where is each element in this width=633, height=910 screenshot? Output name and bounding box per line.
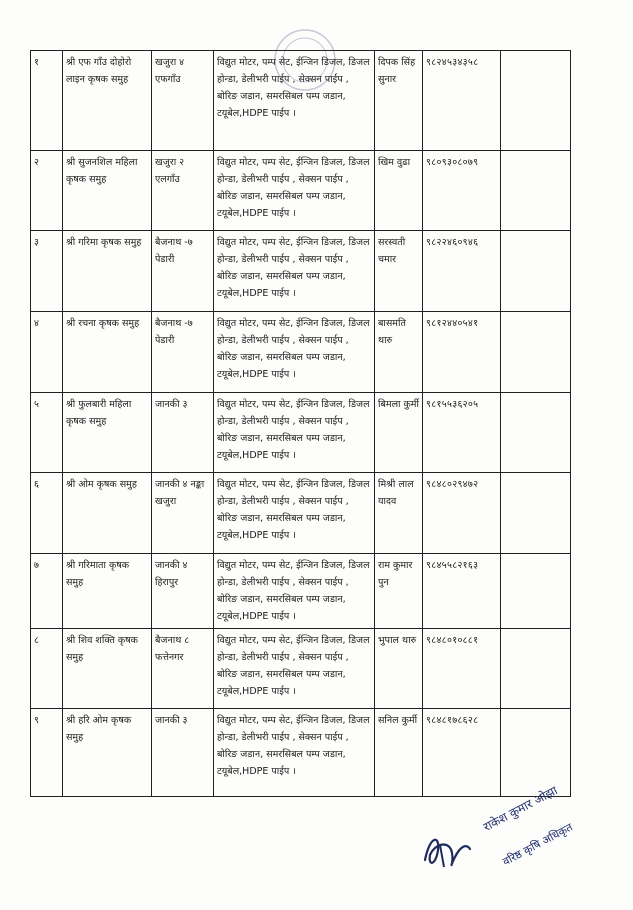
farmer-group-table <box>30 50 571 797</box>
serial-number: ७ <box>31 554 63 629</box>
contact-name: बिमला कुर्मी <box>375 393 423 473</box>
contact-name: दिपक सिंह सुनार <box>375 51 423 151</box>
table-row <box>31 393 571 473</box>
contact-name: खिम वुढा <box>375 151 423 231</box>
signatory-name: राकेश कुमार ओझा <box>480 783 560 835</box>
remarks <box>501 151 571 231</box>
phone-number: ९८४८१७८६२८ <box>423 709 501 797</box>
equipment-list: विद्युत मोटर, पम्प सेट, ईन्जिन डिजल, डिजल होन्डा, डेलीभरी पाईप , सेक्सन पाईप , बोरिङ जडान, समरसिबल पम्प जडान, टयूबेल,HDPE पाईप । <box>214 393 375 473</box>
address: जानकी ४ नङ्का खजुरा <box>152 473 214 554</box>
address: खजुरा २ एलगाँउ <box>152 151 214 231</box>
contact-name: मिश्री लाल यादव <box>375 473 423 554</box>
address: बैजनाथ ८ फत्तेनगर <box>152 629 214 709</box>
signatory-title: वरिष्ठ कृषि अधिकृत <box>500 820 575 869</box>
equipment-list: विद्युत मोटर, पम्प सेट, ईन्जिन डिजल, डिजल होन्डा, डेलीभरी पाईप , सेक्सन पाईप , बोरिङ जडान, समरसिबल पम्प जडान, टयूबेल,HDPE पाईप । <box>214 473 375 554</box>
phone-number: ९८१२४४०५४१ <box>423 312 501 393</box>
serial-number: ९ <box>31 709 63 797</box>
remarks <box>501 709 571 797</box>
equipment-list: विद्युत मोटर, पम्प सेट, ईन्जिन डिजल, डिजल होन्डा, डेलीभरी पाईप , सेक्सन पाईप , बोरिङ जडान, समरसिबल पम्प जडान, टयूबेल,HDPE पाईप । <box>214 709 375 797</box>
phone-number: ९८४८०२९४७२ <box>423 473 501 554</box>
table-row <box>31 51 571 151</box>
group-name: श्री गरिमा कृषक समुह <box>63 231 152 312</box>
address: जानकी ३ <box>152 393 214 473</box>
group-name: श्री हरि ओम कृषक समुह <box>63 709 152 797</box>
address: बैजनाथ -७ पेडारी <box>152 312 214 393</box>
serial-number: ३ <box>31 231 63 312</box>
remarks <box>501 393 571 473</box>
table-row <box>31 709 571 797</box>
group-name: श्री रचना कृषक समुह <box>63 312 152 393</box>
remarks <box>501 629 571 709</box>
address: बैजनाथ -७ पेडारी <box>152 231 214 312</box>
equipment-list: विद्युत मोटर, पम्प सेट, ईन्जिन डिजल, डिजल होन्डा, डेलीभरी पाईप , सेक्सन पाईप , बोरिङ जडान, समरसिबल पम्प जडान, टयूबेल,HDPE पाईप । <box>214 51 375 151</box>
serial-number: ६ <box>31 473 63 554</box>
equipment-list: विद्युत मोटर, पम्प सेट, ईन्जिन डिजल, डिजल होन्डा, डेलीभरी पाईप , सेक्सन पाईप , बोरिङ जडान, समरसिबल पम्प जडान, टयूबेल,HDPE पाईप । <box>214 629 375 709</box>
phone-number: ९८०९३०८०७९ <box>423 151 501 231</box>
contact-name: राम कुमार पुन <box>375 554 423 629</box>
serial-number: २ <box>31 151 63 231</box>
phone-number: ९८४८०१०८८१ <box>423 629 501 709</box>
serial-number: १ <box>31 51 63 151</box>
serial-number: ४ <box>31 312 63 393</box>
equipment-list: विद्युत मोटर, पम्प सेट, ईन्जिन डिजल, डिजल होन्डा, डेलीभरी पाईप , सेक्सन पाईप , बोरिङ जडान, समरसिबल पम्प जडान, टयूबेल,HDPE पाईप । <box>214 312 375 393</box>
address: जानकी ३ <box>152 709 214 797</box>
table-row <box>31 151 571 231</box>
remarks <box>501 51 571 151</box>
contact-name: भुपाल थारु <box>375 629 423 709</box>
remarks <box>501 231 571 312</box>
serial-number: ५ <box>31 393 63 473</box>
group-name: श्री सुजनशिल महिला कृषक समुह <box>63 151 152 231</box>
group-name: श्री ओम कृषक समुह <box>63 473 152 554</box>
group-name: श्री फुलबारी महिला कृषक समुह <box>63 393 152 473</box>
contact-name: बासमति थारु <box>375 312 423 393</box>
equipment-list: विद्युत मोटर, पम्प सेट, ईन्जिन डिजल, डिजल होन्डा, डेलीभरी पाईप , सेक्सन पाईप , बोरिङ जडान, समरसिबल पम्प जडान, टयूबेल,HDPE पाईप । <box>214 151 375 231</box>
table-row <box>31 312 571 393</box>
remarks <box>501 312 571 393</box>
serial-number: ८ <box>31 629 63 709</box>
group-name: श्री एफ गाँउ दोहोरो लाइन कृषक समुह <box>63 51 152 151</box>
table-row <box>31 554 571 629</box>
remarks <box>501 473 571 554</box>
equipment-list: विद्युत मोटर, पम्प सेट, ईन्जिन डिजल, डिजल होन्डा, डेलीभरी पाईप , सेक्सन पाईप , बोरिङ जडान, समरसिबल पम्प जडान, टयूबेल,HDPE पाईप । <box>214 554 375 629</box>
remarks <box>501 554 571 629</box>
contact-name: सरस्वती चमार <box>375 231 423 312</box>
table-row <box>31 473 571 554</box>
table-row <box>31 629 571 709</box>
address: खजुरा ४ एफगाँउ <box>152 51 214 151</box>
phone-number: ९८४५५८२१६३ <box>423 554 501 629</box>
group-name: श्री गरिमाता कृषक समुह <box>63 554 152 629</box>
contact-name: सनिल कुर्मी <box>375 709 423 797</box>
phone-number: ९८२२४६०९४६ <box>423 231 501 312</box>
table-row <box>31 231 571 312</box>
phone-number: ९८१५५३६२०५ <box>423 393 501 473</box>
group-name: श्री शिव शक्ति कृषक समुह <box>63 629 152 709</box>
equipment-list: विद्युत मोटर, पम्प सेट, ईन्जिन डिजल, डिजल होन्डा, डेलीभरी पाईप , सेक्सन पाईप , बोरिङ जडान, समरसिबल पम्प जडान, टयूबेल,HDPE पाईप । <box>214 231 375 312</box>
address: जानकी ४ हिरापुर <box>152 554 214 629</box>
phone-number: ९८२४५३४३५८ <box>423 51 501 151</box>
